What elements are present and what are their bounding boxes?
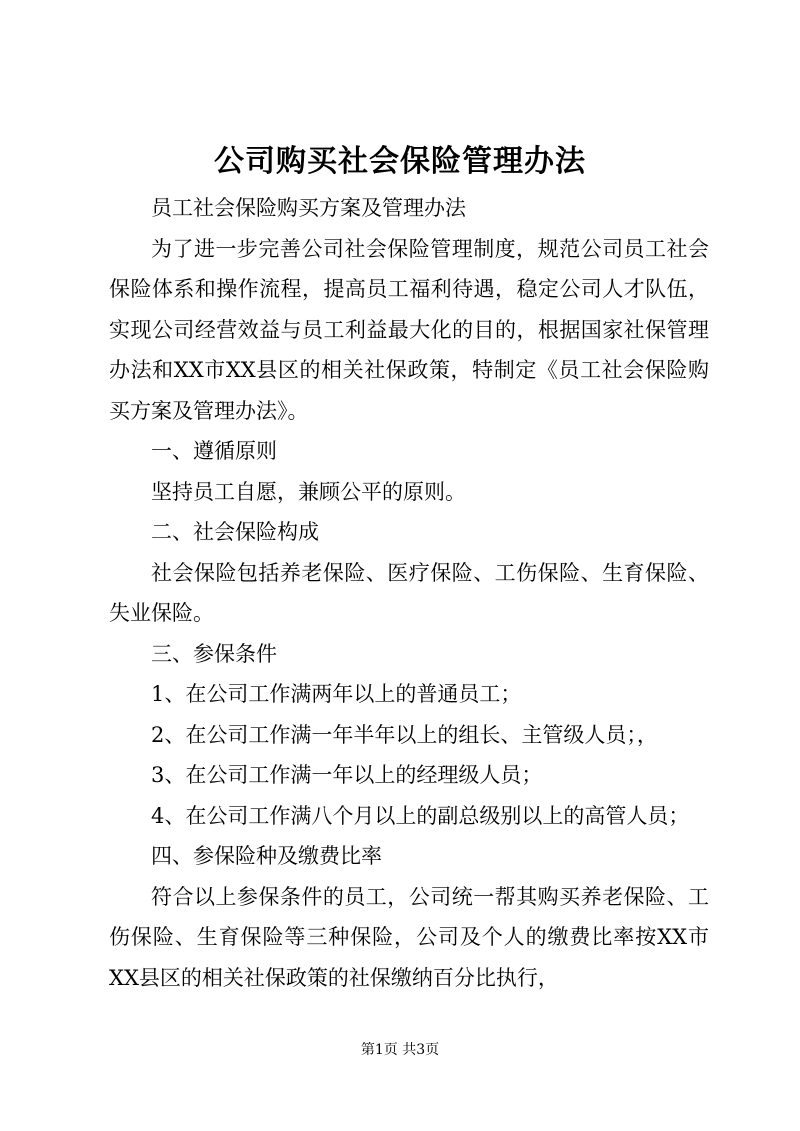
section-heading-rates: 四、参保险种及缴费比率 bbox=[151, 844, 382, 868]
list-item-condition-2: 2、在公司工作满一年半年以上的组长、主管级人员；， bbox=[151, 722, 658, 747]
paragraph-intro: 为了进一步完善公司社会保险管理制度，规范公司员工社会保险体系和操作流程，提高员工福利待遇，稳定公司人才队伍，实现公司经营效益与员工利益最大化的目的，根据国家社保管理办法和XX市XX县区的相关社保政策，特制定《员工社会保险购买方案及管理办法》。 bbox=[109, 236, 709, 423]
list-item-condition-3: 3、在公司工作满一年以上的经理级人员； bbox=[151, 763, 543, 787]
section-heading-composition: 二、社会保险构成 bbox=[151, 520, 319, 544]
paragraph-composition: 社会保险包括养老保险、医疗保险、工伤保险、生育保险、失业保险。 bbox=[109, 560, 709, 625]
section-heading-principles: 一、遵循原则 bbox=[151, 439, 277, 463]
document-body bbox=[109, 188, 709, 998]
page-number-footer: 第1页 共3页 bbox=[360, 1042, 440, 1058]
list-item-condition-4: 4、在公司工作满八个月以上的副总级别以上的高管人员； bbox=[151, 803, 690, 828]
paragraph-rates: 符合以上参保条件的员工，公司统一帮其购买养老保险、工伤保险、生育保险等三种保险，公司及个人的缴费比率按XX市XX县区的相关社保政策的社保缴纳百分比执行， bbox=[109, 884, 709, 990]
section-heading-conditions: 三、参保条件 bbox=[151, 641, 277, 666]
list-item-condition-1: 1、在公司工作满两年以上的普通员工； bbox=[151, 682, 522, 706]
paragraph-subtitle: 员工社会保险购买方案及管理办法 bbox=[151, 196, 466, 220]
paragraph-principles: 坚持员工自愿，兼顾公平的原则。 bbox=[151, 479, 466, 504]
document-title: 公司购买社会保险管理办法 bbox=[214, 144, 586, 179]
